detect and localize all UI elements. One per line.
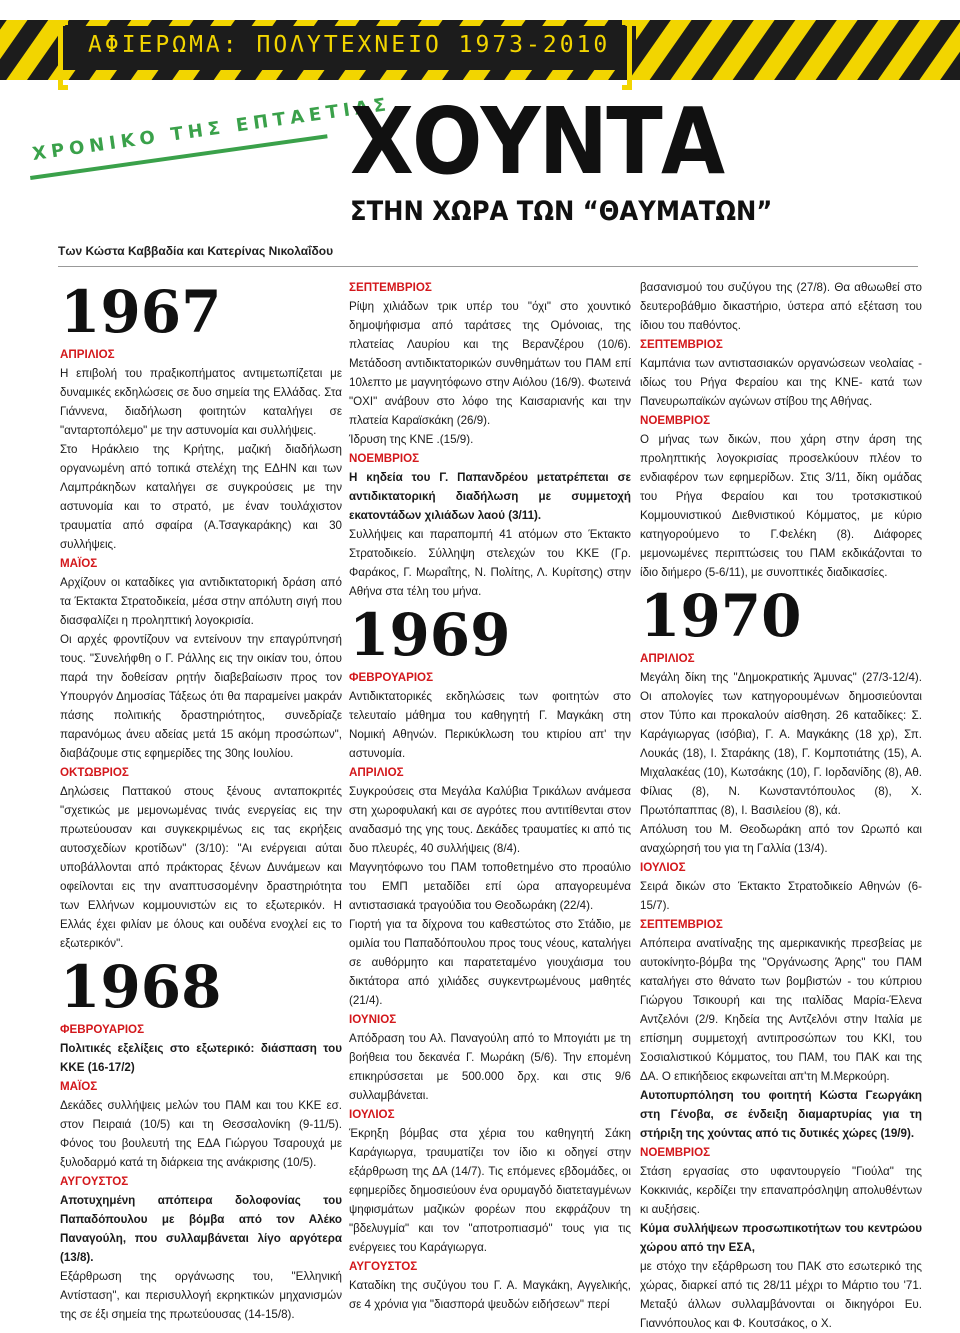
month-heading: ΜΑΪΟΣ: [60, 1079, 98, 1093]
paragraph: Δηλώσεις Παττακού στους ξένους ανταποκριτές "σχετικώς με μεμονωμένας τινάς ενεργείας εις την πρωτεύουσαν και συγκεκριμένως εις τας εκρήξεις αυτοσχεδίων κροτίδων" (3/10): "Αι ενέργειαι αύται υποβάλλονται από πράκτορας ξένων Δυνάμεων και οφείλονται εις την αναπτυσσομένην δραστηριότητα των Ελλήνων κομμουνιστών εις το εξωτερικόν. Η Ελλάς έχει φιλίαν με όλους και ουδένα ενοχλεί εις το εξωτερικόν".: [60, 784, 342, 950]
month-heading: ΙΟΥΛΙΟΣ: [640, 860, 686, 874]
month-heading: ΣΕΠΤΕΜΒΡΙΟΣ: [640, 917, 723, 931]
highlight-paragraph: Κύμα συλλήψεων προσωπικοτήτων του κεντρώου χώρου από την ΕΣΑ,: [640, 1221, 922, 1254]
byline: Των Κώστα Καββαδία και Κατερίνας Νικολαΐδου: [58, 244, 334, 258]
month-heading: ΑΥΓΟΥΣΤΟΣ: [349, 1259, 418, 1273]
headline: ΧΟΥΝΤΑ: [350, 88, 724, 195]
paragraph: Έκρηξη βόμβας στα χέρια του καθηγητή Σάκη Καράγιωργα, τραυματίζει τον ίδιο κι οδηγεί στην εξάρθρωση της ΔΑ (14/7). Τις επόμενες εβδομάδες, οι εφημερίδες δημοσιεύουν ένα ορυμαγδό διατεταγμένων ψηφισμάτων μαζικών φορέων που εκφράζουν τη "βδελυγμία" και τον "αποτροπιασμό" τους για τις ενέργειες του Καράγιωργα.: [349, 1126, 631, 1254]
paragraph: με στόχο την εξάρθρωση του ΠΑΚ στο εσωτερικό της χώρας, διαρκεί από τις 28/11 μέχρι το Μάρτιο του '71. Μεταξύ άλλων συλλαμβάνονται οι δικηγόροι Ευ. Γιαννόπουλος και Φ. Κουτσάκος, ο Χ.: [640, 1259, 922, 1330]
paragraph: Μαγνητόφωνο του ΠΑΜ τοποθετημένο στο προαύλιο του ΕΜΠ μεταδίδει επί ώρα απαγορευμένα αντιστασιακά τραγούδια του Θεοδωράκη (22/4).: [349, 860, 631, 912]
paragraph: Γιορτή για τα δίχρονα του καθεστώτος στο Στάδιο, με ομιλία του Παπαδόπουλου προς τους νέους, καταλήγει σε αυθόρμητο και παρατεταμένο γιουχάισμα του δικτάτορα από χιλιάδες συγκεντρωμένους μαθητές (21/4).: [349, 917, 631, 1007]
month-heading: ΜΑΪΟΣ: [60, 556, 98, 570]
highlight-paragraph: Αυτοπυρπόληση του φοιτητή Κώστα Γεωργάκη στη Γένοβα, σε ένδειξη διαμαρτυρίας για τη στήριξη της χούντας από τις δυτικές χώρες (19/9).: [640, 1088, 922, 1140]
paragraph: Στάση εργασίας στο υφαντουργείο "Γιούλα" της Κοκκινιάς, κερδίζει την επαναπρόσληψη απολυθέντων κι αυξήσεις.: [640, 1164, 922, 1216]
banner-title: ΑΦΙΕΡΩΜΑ: ΠΟΛΥΤΕΧΝΕΙΟ 1973-2010: [88, 32, 611, 58]
year-heading: 1970: [640, 582, 802, 650]
month-heading: ΑΠΡΙΛΙΟΣ: [640, 651, 695, 665]
paragraph: βασανισμού του συζύγου της (27/8). Θα αθωωθεί στο δευτεροβάθμιο δικαστήριο, ύστερα από εξέταση του ίδιου του παθόντος.: [640, 281, 922, 332]
paragraph: Απόδραση του Αλ. Παναγούλη από το Μπογιάτι με τη βοήθεια του δεκανέα Γ. Μωράκη (5/6). Την επομένη επικηρύσσεται με 500.000 δρχ. και στις 9/6 συλλαμβάνεται.: [349, 1031, 631, 1102]
article-column-1: [60, 278, 342, 1324]
paragraph: Εξάρθρωση της οργάνωσης του, "Ελληνική Αντίσταση", και περισυλλογή εκρηκτικών μηχανισμών της σε έξι σημεία της πρωτεύουσας (14-15/8).: [60, 1269, 342, 1321]
month-heading: ΑΠΡΙΛΙΟΣ: [60, 347, 115, 361]
paragraph: Αντιδικτατορικές εκδηλώσεις των φοιτητών στο τελευταίο μάθημα του καθηγητή Γ. Μαγκάκη στη Νομική Αθηνών. Περικύκλωση του κτιρίου απ' την αστυνομία.: [349, 689, 631, 760]
right-bracket: [622, 20, 632, 90]
month-heading: ΝΟΕΜΒΡΙΟΣ: [640, 1145, 711, 1159]
year-heading: 1969: [349, 601, 511, 669]
paragraph: Ο μήνας των δικών, που χάρη στην άρση της προληπτικής λογοκρισίας προσελκύουν πλέον το ενδιαφέρον των εφημερίδων. Στις 3/11, δίκη ομάδας του Ρήγα Φεραίου και του τροτσκιστικού Κομμουνιστικού Διεθνιστικού Κόμματος, με κύριο κατηγορούμενο το Γ.Φελέκη (8). Διάφορες μεμονωμένες περιπτώσεις του ΠΑΜ εκδικάζονται το ίδιο διήμερο (5-6/11), με συνοπτικές διαδικασίες.: [640, 433, 922, 579]
divider: [58, 266, 918, 267]
month-heading: ΙΟΥΝΙΟΣ: [349, 1012, 397, 1026]
paragraph: Δεκάδες συλλήψεις μελών του ΠΑΜ και του ΚΚΕ εσ. στον Πειραιά (10/5) και τη Θεσσαλονίκη (9-11/5). Φόνος του βουλευτή της ΕΔΑ Γιώργου Τσαρουχά με ξυλοδαρμό κατά τη διάρκεια της ανάκρισης (10/5).: [60, 1098, 342, 1169]
paragraph: Μεγάλη δίκη της "Δημοκρατικής Άμυνας" (27/3-12/4). Οι απολογίες των κατηγορουμένων δημοσιεύονται στον Τύπο και προκαλούν αίσθηση. 26 καταδίκες: Σ. Καράγιωργας (ισόβια), Γ. Α. Μαγκάκης (18 χρ), Σπ. Λουκάς (18), Ι. Σταράκης (18), Γ. Κομποτιάτης (15), Α. Μιχαλακέας (10), Κωτσάκης (10), Γ. Ιορδανίδης (8), Αθ. Φίλιας (8), Ν. Κωνσταντόπουλος (8), Χ. Πρωτόπαππας (8), Ι. Βασιλείου (8), κά.: [640, 670, 922, 817]
month-heading: ΣΕΠΤΕΜΒΡΙΟΣ: [640, 338, 723, 351]
paragraph: Συλλήψεις και παραπομπή 41 ατόμων στο Έκτακτο Στρατοδικείο. Σύλληψη στελεχών του ΚΚΕ (Γρ. Φαράκος, Γ. Μωραΐτης, Ν. Πολίτης, Λ. Κυρίτσης) στην Αθήνα στα τέλη του μήνα.: [349, 528, 631, 598]
month-heading: ΙΟΥΛΙΟΣ: [349, 1107, 395, 1121]
month-heading: ΑΥΓΟΥΣΤΟΣ: [60, 1174, 129, 1188]
paragraph: Ίδρυση της ΚΝΕ .(15/9).: [349, 433, 474, 446]
paragraph: Η επιβολή του πραξικοπήματος αντιμετωπίζεται με δυναμικές εκδηλώσεις σε δυο σημεία της Ελλάδας. Στα Γιάννενα, διαδήλωση φοιτητών καταλήγει σε "ανταρτοπόλεμο" με την αστυνομία και συλλήψεις.: [60, 366, 342, 437]
month-heading: ΑΠΡΙΛΙΟΣ: [349, 765, 404, 779]
subheadline: ΣΤΗΝ ΧΩΡΑ ΤΩΝ “ΘΑΥΜΑΤΩΝ”: [350, 196, 773, 227]
paragraph: Αρχίζουν οι καταδίκες για αντιδικτατορική δράση από τα Έκτακτα Στρατοδικεία, μέσα στην απόλυτη σιγή που διασφαλίζει η προληπτική λογοκρισία.: [60, 575, 342, 627]
month-heading: ΦΕΒΡΟΥΑΡΙΟΣ: [60, 1022, 145, 1036]
left-bracket: [58, 20, 68, 90]
article-column-2: [349, 278, 631, 1314]
paragraph: Συγκρούσεις στα Μεγάλα Καλύβια Τρικάλων ανάμεσα στη χωροφυλακή και σε αγρότες που αντιτίθενται στον αναδασμό της γης τους. Δεκάδες τραυματίες κι από τις δυο πλευρές, 40 συλλήψεις (8/4).: [349, 784, 631, 855]
paragraph: Στο Ηράκλειο της Κρήτης, μαζική διαδήλωση οργανωμένη από τοπικά στελέχη της ΕΔΗΝ και των Λαμπράκηδων καταλήγει σε συγκρούσεις με την αστυνομία και το στρατό, με έναν τουλάχιστον τραυματία από σφαίρα (Α.Τσαγκαράκης) και 30 συλλήψεις.: [60, 442, 342, 551]
year-heading: 1967: [60, 278, 222, 346]
month-heading: ΟΚΤΩΒΡΙΟΣ: [60, 765, 129, 779]
paragraph: Καμπάνια των αντιστασιακών οργανώσεων νεολαίας - ιδίως του Ρήγα Φεραίου και της ΚΝΕ- κατά των Πανευρωπαϊκών αγώνων στίβου της Αθήνας.: [640, 357, 922, 408]
month-heading: ΝΟΕΜΒΡΙΟΣ: [349, 452, 420, 465]
highlight-paragraph: Πολιτικές εξελίξεις στο εξωτερικό: διάσπαση του ΚΚΕ (16-17/2): [60, 1041, 342, 1074]
highlight-paragraph: Αποτυχημένη απόπειρα δολοφονίας του Παπαδόπουλου με βόμβα από τον Αλέκο Παναγούλη, που συλλαμβάνεται λίγο αργότερα (13/8).: [60, 1193, 342, 1264]
article-column-3: [640, 278, 922, 1333]
month-heading: ΝΟΕΜΒΡΙΟΣ: [640, 414, 711, 427]
paragraph: Καταδίκη της συζύγου του Γ. Α. Μαγκάκη, Αγγελικής, σε 4 χρόνια για "διασπορά ψευδών ειδήσεων" περί: [349, 1278, 631, 1311]
paragraph: Σειρά δικών στο Έκτακτο Στρατοδικείο Αθηνών (6-15/7).: [640, 879, 922, 912]
highlight-paragraph: Η κηδεία του Γ. Παπανδρέου μετατρέπεται σε αντιδικτατορική διαδήλωση με συμμετοχή εκατοντάδων χιλιάδων λαού (3/11).: [349, 471, 631, 522]
paragraph: Απόλυση του Μ. Θεοδωράκη από τον Ωρωπό και αναχώρησή του για τη Γαλλία (13/4).: [640, 822, 922, 855]
month-heading: ΣΕΠΤΕΜΒΡΙΟΣ: [349, 281, 432, 294]
month-heading: ΦΕΒΡΟΥΑΡΙΟΣ: [349, 670, 434, 684]
paragraph: Απόπειρα ανατίναξης της αμερικανικής πρεσβείας με αυτοκίνητο-βόμβα της "Οργάνωσης Άρης" του ΠΑΜ καταλήγει στο θάνατο των βομβιστών - του κύπριου Γιώργου Τσικουρή και της ιταλίδας Μαρία-Έλενα Αντζελόνι (2/9. Κηδεία της Αντζελόνι στην Ιταλία με επίσημη συμμετοχή αντιπροσώπων του ΚΚΙ, του Σοσιαλιστικού Κόμματος, του ΠΑΜ, του ΠΑΚ και της ΔΑ. Ο επικήδειος εκφωνείται απ'τη Μ.Μερκούρη.: [640, 936, 922, 1083]
year-heading: 1968: [60, 952, 222, 1021]
paragraph: Οι αρχές φροντίζουν να εντείνουν την επαγρύπνησή τους. "Συνελήφθη ο Γ. Ράλλης εις την οικίαν του, όπου παρά την δοθείσαν ρητήν διαβεβαίωσιν προς τον Υπουργόν Δημοσίας Τάξεως ότι θα παραμείνει μακράν πάσης πολιτικής δραστηριότητος, συνεδρίαζε παρανόμως άνευ αδείας μετά 15 ακόμη προσώπων", διαβάζουμε στις εφημερίδες της 30ης Ιουλίου.: [60, 632, 342, 760]
paragraph: Ρίψη χιλιάδων τρικ υπέρ του "όχι" στο χουντικό δημοψήφισμα από ταράτσες της Ομόνοιας, της πλατείας Λαυρίου και της Βερανζέρου (10/6). Μετάδοση αντιδικτατορικών συνθημάτων του ΠΑΜ επί 10λεπτο με μαγνητόφωνο στην Αιόλου (16/9). Φωτεινά "ΟΧΙ" ανάβουν στο λόφο της Καισαριανής και την πλατεία Καραϊσκάκη (26/9).: [349, 300, 631, 427]
section-kicker: ΧΡΟΝΙΚΟ ΤΗΣ ΕΠΤΑΕΤΙΑΣ: [31, 93, 393, 165]
